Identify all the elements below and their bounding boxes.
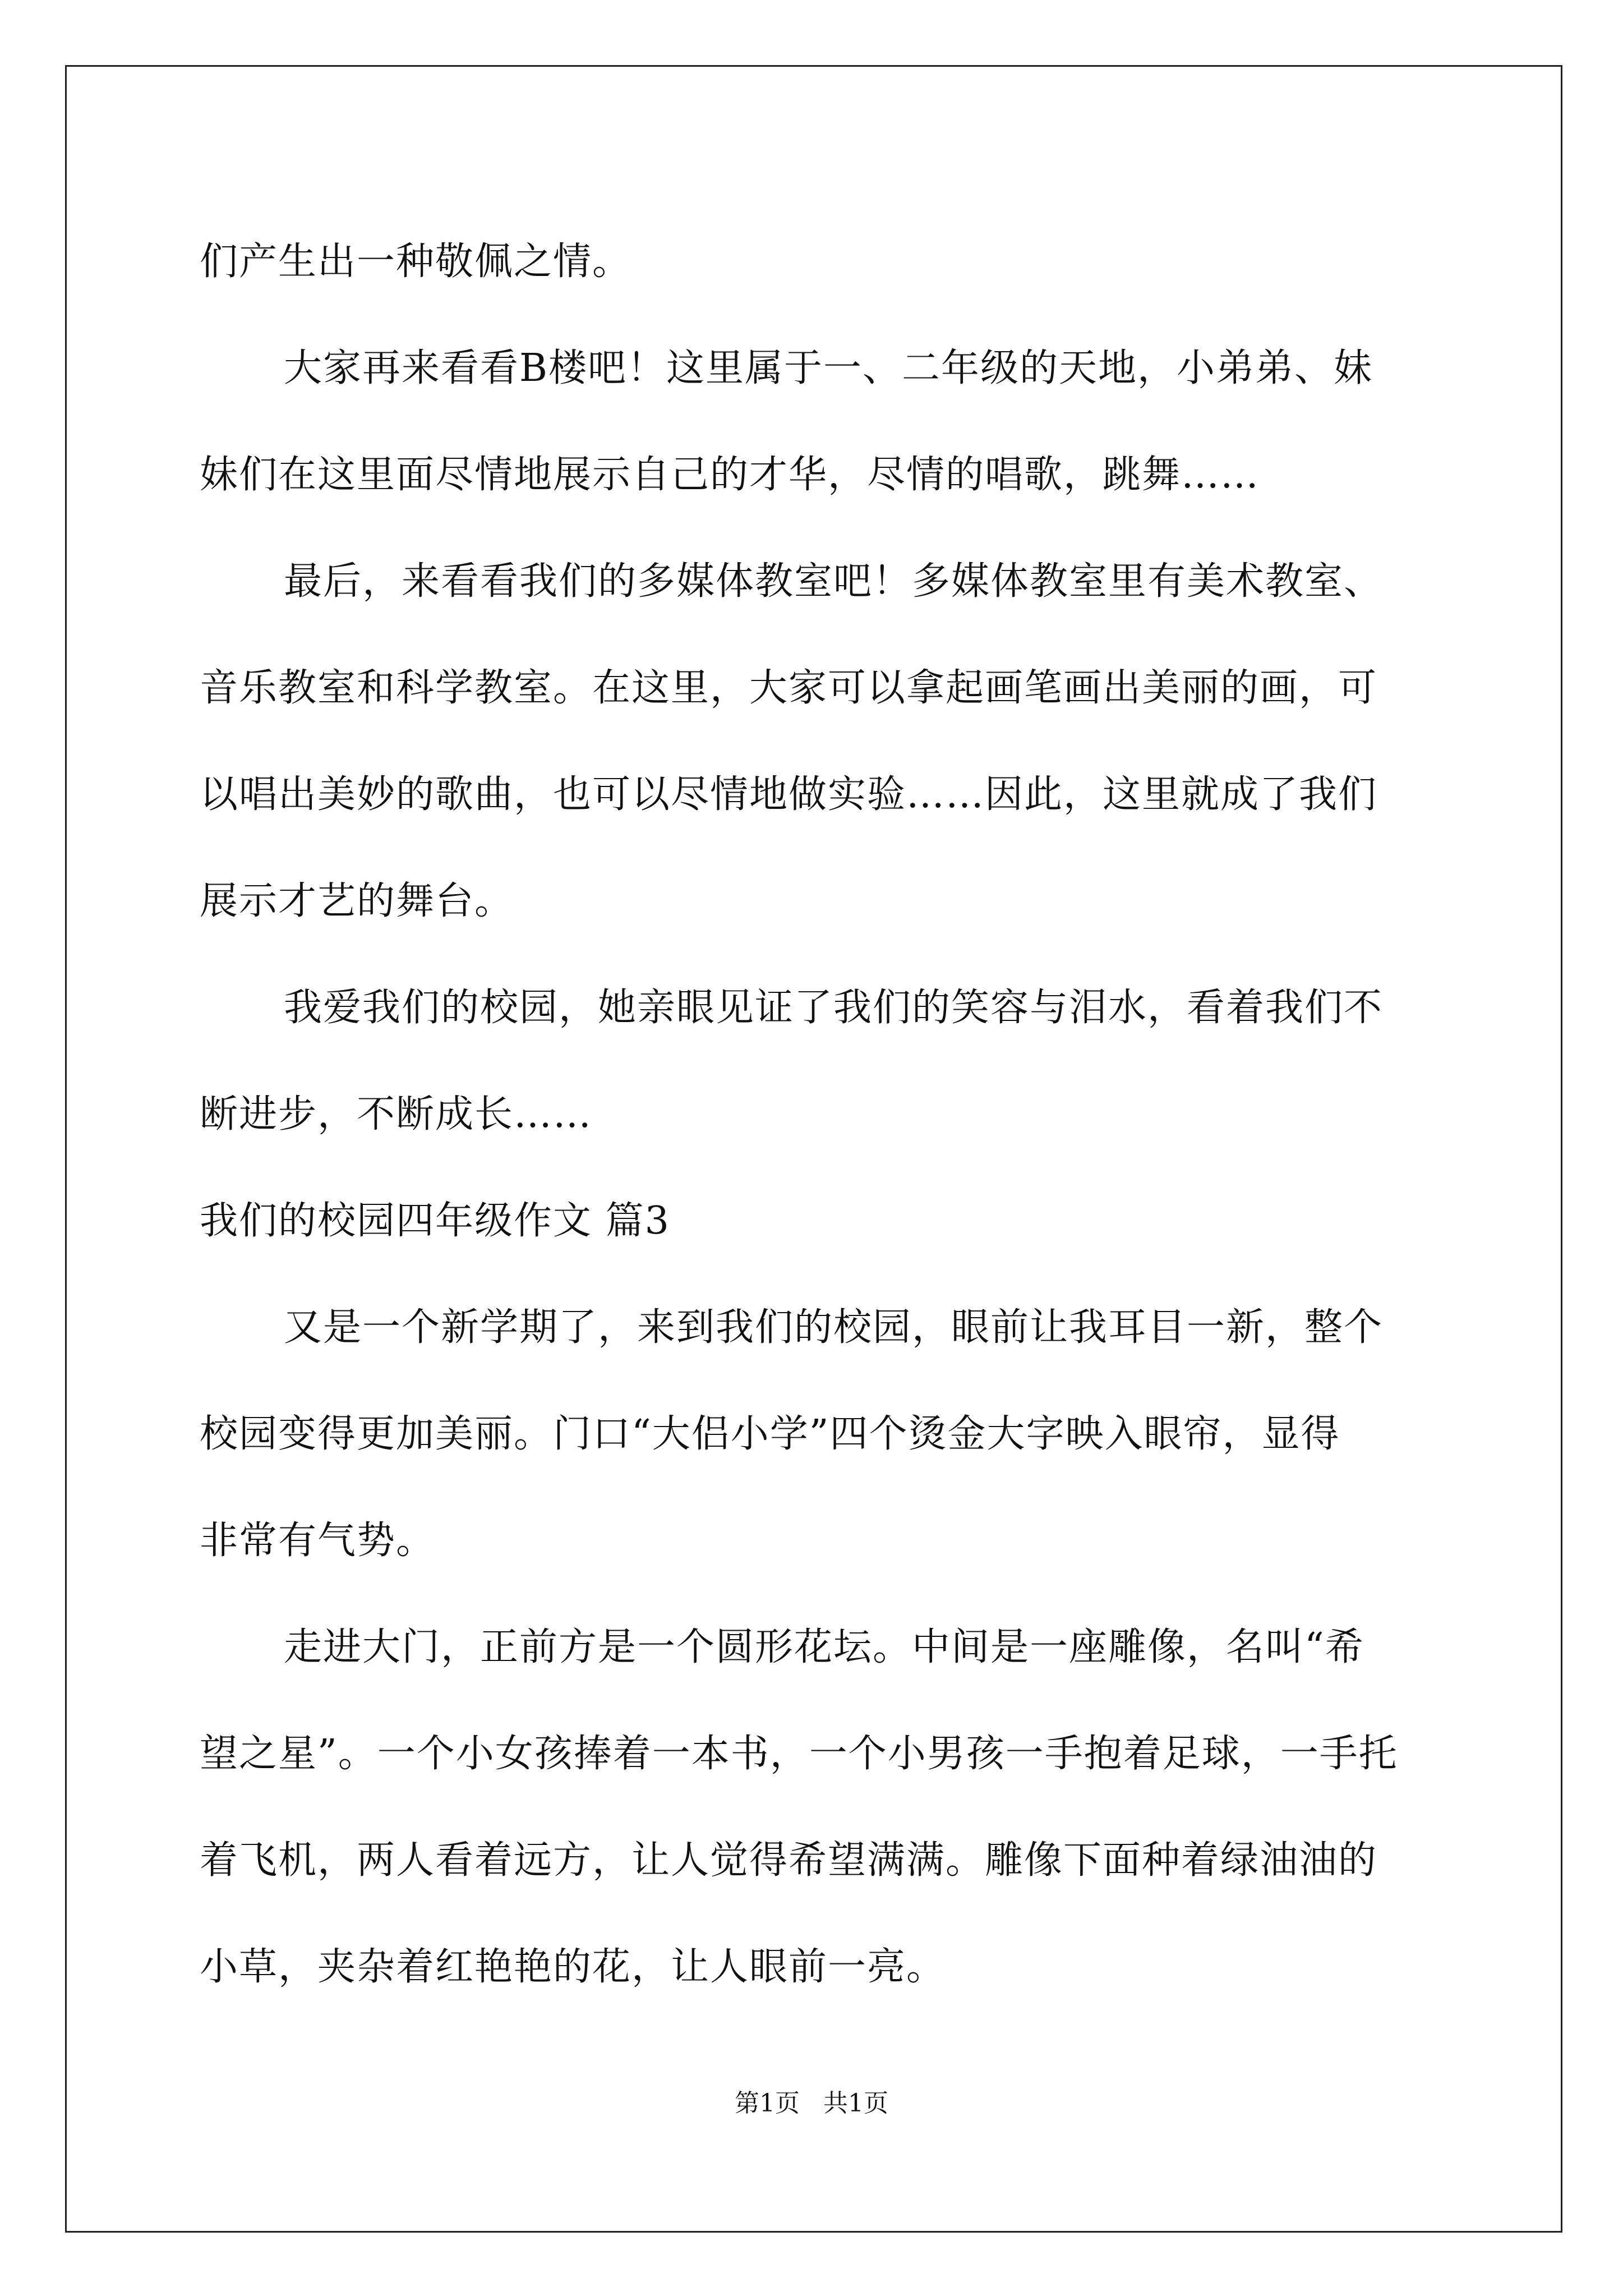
text-line: 妹们在这里面尽情地展示自己的才华，尽情的唱歌，跳舞…… — [200, 453, 1260, 497]
text-line: 非常有气势。 — [200, 1519, 436, 1563]
text-line: 大家再来看看B楼吧！这里属于一、二年级的天地，小弟弟、妹 — [284, 346, 1373, 390]
text-line: 我爱我们的校园，她亲眼见证了我们的笑容与泪水，看着我们不 — [284, 986, 1384, 1030]
text-line: 校园变得更加美丽。门口“大侣小学”四个烫金大字映入眼帘，显得 — [200, 1412, 1340, 1456]
text-line: 最后，来看看我们的多媒体教室吧！多媒体教室里有美术教室、 — [284, 559, 1384, 604]
text-line: 小草，夹杂着红艳艳的花，让人眼前一亮。 — [200, 1945, 946, 1989]
section-heading: 我们的校园四年级作文 篇3 — [200, 1199, 670, 1243]
text-line: 又是一个新学期了，来到我们的校园，眼前让我耳目一新，整个 — [284, 1305, 1384, 1350]
text-line: 以唱出美妙的歌曲，也可以尽情地做实验……因此，这里就成了我们 — [200, 772, 1378, 817]
text-line: 走进大门，正前方是一个圆形花坛。中间是一座雕像，名叫“希 — [284, 1625, 1364, 1669]
document-body — [200, 209, 1428, 2021]
text-line: 音乐教室和科学教室。在这里，大家可以拿起画笔画出美丽的画，可 — [200, 666, 1378, 710]
page-footer: 第1页 共1页 — [735, 2089, 888, 2118]
text-line: 望之星”。一个小女孩捧着一本书，一个小男孩一手抱着足球，一手托 — [200, 1732, 1398, 1776]
text-line: 们产生出一种敬佩之情。 — [200, 240, 632, 284]
text-line: 着飞机，两人看着远方，让人觉得希望满满。雕像下面种着绿油油的 — [200, 1838, 1378, 1883]
text-line: 断进步，不断成长…… — [200, 1092, 593, 1137]
text-line: 展示才艺的舞台。 — [200, 879, 514, 923]
